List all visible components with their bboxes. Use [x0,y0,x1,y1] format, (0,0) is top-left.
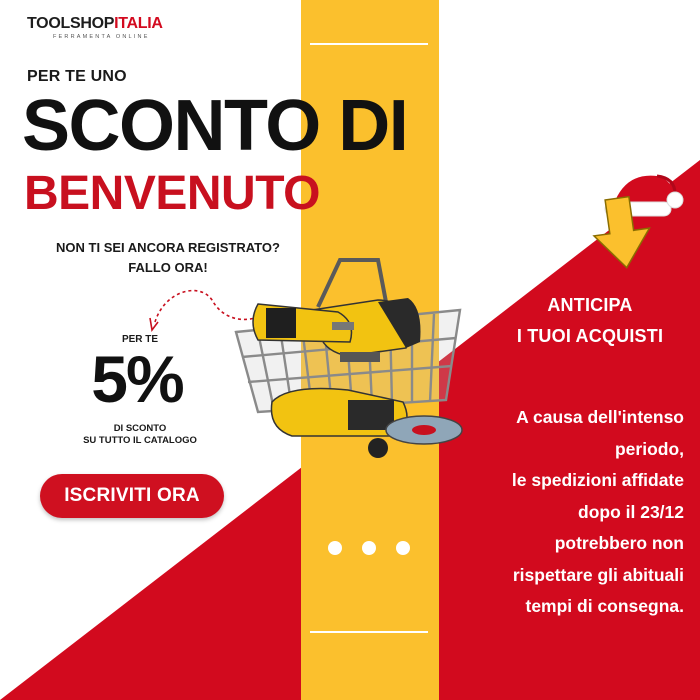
logo-tagline: FERRAMENTA ONLINE [53,34,150,40]
notice-line: dopo il 23/12 [578,501,684,522]
notice-line: A causa dell'intenso [516,407,684,427]
headline-sconto: SCONTO DI [22,86,408,166]
discount-description [60,423,220,447]
notice-line: potrebbero non [554,533,684,553]
notice-heading [490,290,690,352]
carousel-dot-2[interactable] [362,541,376,555]
discount-label: DI SCONTO [113,423,167,434]
brand-logo[interactable] [27,15,163,40]
carousel-dot-1[interactable] [328,541,342,555]
notice-line: tempi di consegna. [525,596,684,616]
registration-call: FALLO ORA! [128,260,208,275]
logo-wordmark-toolshop: TOOLSHOP [27,15,115,32]
headline-benvenuto: BENVENUTO [24,167,320,220]
tool-basket-illustration [228,252,468,467]
registration-question: NON TI SEI ANCORA REGISTRATO? [56,240,280,255]
discount-scope: SU TUTTO IL CATALOGO [83,435,197,446]
notice-heading-line1: ANTICIPA [547,295,633,315]
notice-line: le spedizioni affidate [511,470,684,490]
arrow-down-icon [592,196,652,272]
offer-per-te: PER TE [121,334,159,345]
carousel-dot-3[interactable] [396,541,410,555]
headline-intro: PER TE UNO [27,68,127,85]
discount-percent: 5% [91,342,183,416]
notice-line: periodo, [614,438,684,459]
shipping-notice [440,402,684,623]
notice-heading-line2: I TUOI ACQUISTI [516,326,664,346]
notice-line: rispettare gli abituali [512,564,684,585]
logo-wordmark-italia: ITALIA [114,15,163,32]
subscribe-button[interactable]: ISCRIVITI ORA [40,474,224,518]
